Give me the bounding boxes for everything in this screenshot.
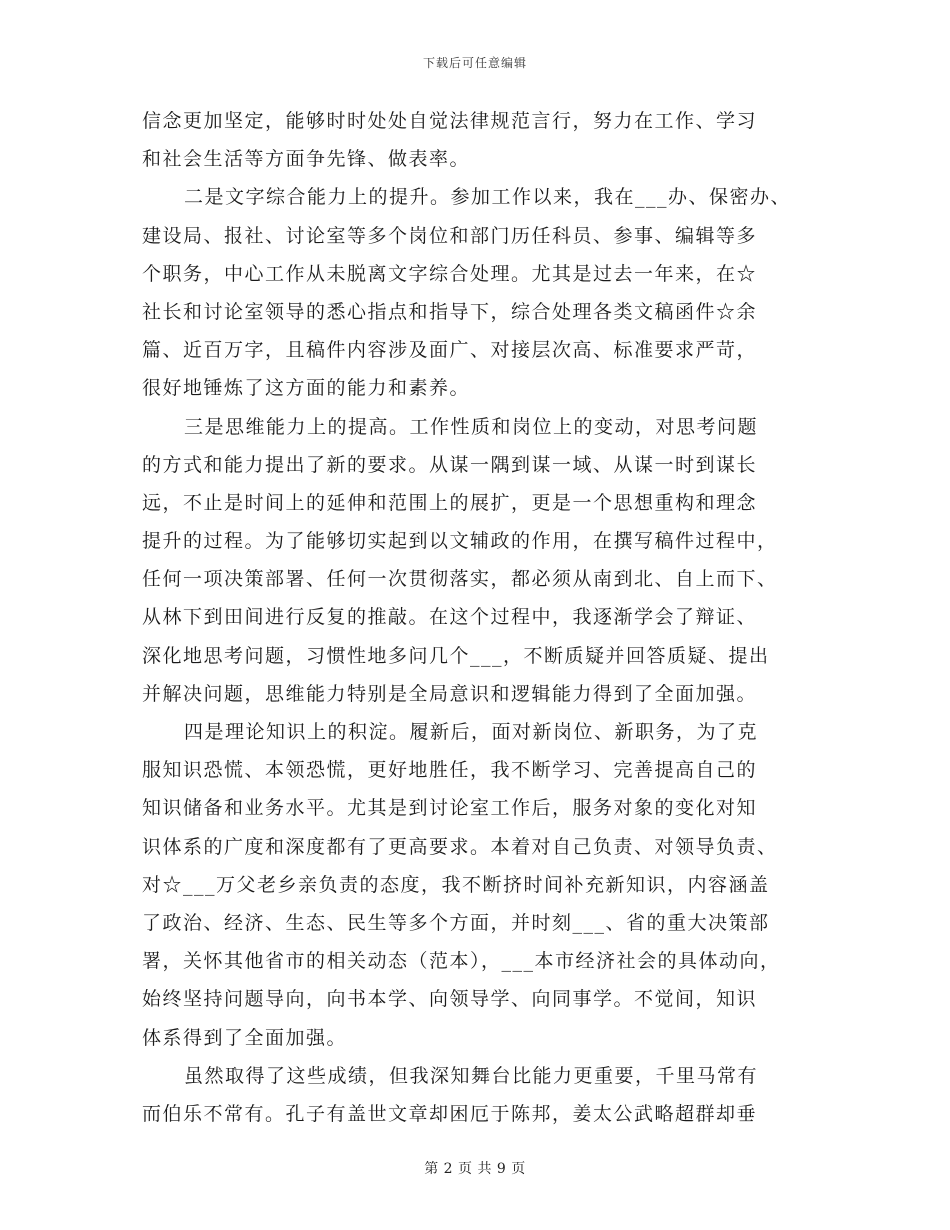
text-line: 二是文字综合能力上的提升。参加工作以来，我在___办、保密办、 xyxy=(184,186,792,209)
text-line: 体系得到了全面加强。 xyxy=(142,1026,348,1049)
text-line: 篇、近百万字，且稿件内容涉及面广、对接层次高、标准要求严苛， xyxy=(142,339,758,362)
text-line: 从林下到田间进行反复的推敲。在这个过程中，我逐渐学会了辩证、 xyxy=(142,606,758,629)
text-line: 建设局、报社、讨论室等多个岗位和部门历任科员、参事、编辑等多 xyxy=(142,224,758,247)
text-line: 四是理论知识上的积淀。履新后，面对新岗位、新职务，为了克 xyxy=(184,721,759,743)
paragraph-achievements xyxy=(142,1057,832,1133)
text-line: 而伯乐不常有。孔子有盖世文章却困厄于陈邦，姜太公武略超群却垂 xyxy=(142,1102,758,1125)
text-line: 很好地锤炼了这方面的能力和素养。 xyxy=(142,377,471,400)
text-line: 信念更加坚定，能够时时处处自觉法律规范言行，努力在工作、学习 xyxy=(142,110,758,132)
text-line: 服知识恐慌、本领恐慌，更好地胜任，我不断学习、完善提高自己的 xyxy=(142,759,758,782)
paragraph-theory-knowledge xyxy=(142,713,832,1057)
paragraph-1-continued xyxy=(142,102,832,178)
text-line: 识体系的广度和深度都有了更高要求。本着对自己负责、对领导负责、 xyxy=(142,835,778,858)
text-line: 远，不止是时间上的延伸和范围上的展扩，更是一个思想重构和理念 xyxy=(142,491,758,514)
text-line: 虽然取得了这些成绩，但我深知舞台比能力更重要，千里马常有 xyxy=(184,1064,759,1087)
text-line: 提升的过程。为了能够切实起到以文辅政的作用，在撰写稿件过程中， xyxy=(142,530,778,553)
text-line: 社长和讨论室领导的悉心指点和指导下，综合处理各类文稿函件☆余 xyxy=(142,300,758,323)
paragraph-thinking-ability xyxy=(142,408,832,714)
page-header: 下载后可任意编辑 xyxy=(422,56,527,70)
text-line: 知识储备和业务水平。尤其是到讨论室工作后，服务对象的变化对知 xyxy=(142,797,758,820)
text-line: 三是思维能力上的提高。工作性质和岗位上的变动，对思考问题 xyxy=(184,415,759,438)
text-line: 深化地思考问题，习惯性地多问几个___，不断质疑并回答质疑、提出 xyxy=(142,644,770,667)
text-line: 署，关怀其他省市的相关动态（范本），___本市经济社会的具体动向， xyxy=(142,950,781,973)
text-line: 对☆___万父老乡亲负责的态度，我不断挤时间补充新知识，内容涵盖 xyxy=(142,873,770,896)
page-number: 第 2 页 共 9 页 xyxy=(424,1161,526,1177)
text-line: 了政治、经济、生态、民生等多个方面，并时刻___、省的重大决策部 xyxy=(142,911,770,934)
text-line: 任何一项决策部署、任何一次贯彻落实，都必须从南到北、自上而下、 xyxy=(142,568,778,591)
text-line: 个职务，中心工作从未脱离文字综合处理。尤其是过去一年来，在☆ xyxy=(142,262,758,285)
text-line: 的方式和能力提出了新的要求。从谋一隅到谋一域、从谋一时到谋长 xyxy=(142,453,758,476)
document-body xyxy=(142,102,832,1133)
text-line: 和社会生活等方面争先锋、做表率。 xyxy=(142,148,471,171)
text-line: 始终坚持问题导向，向书本学、向领导学、向同事学。不觉间，知识 xyxy=(142,988,758,1011)
paragraph-writing-ability xyxy=(142,178,832,407)
text-line: 并解决问题，思维能力特别是全局意识和逻辑能力得到了全面加强。 xyxy=(142,682,758,705)
